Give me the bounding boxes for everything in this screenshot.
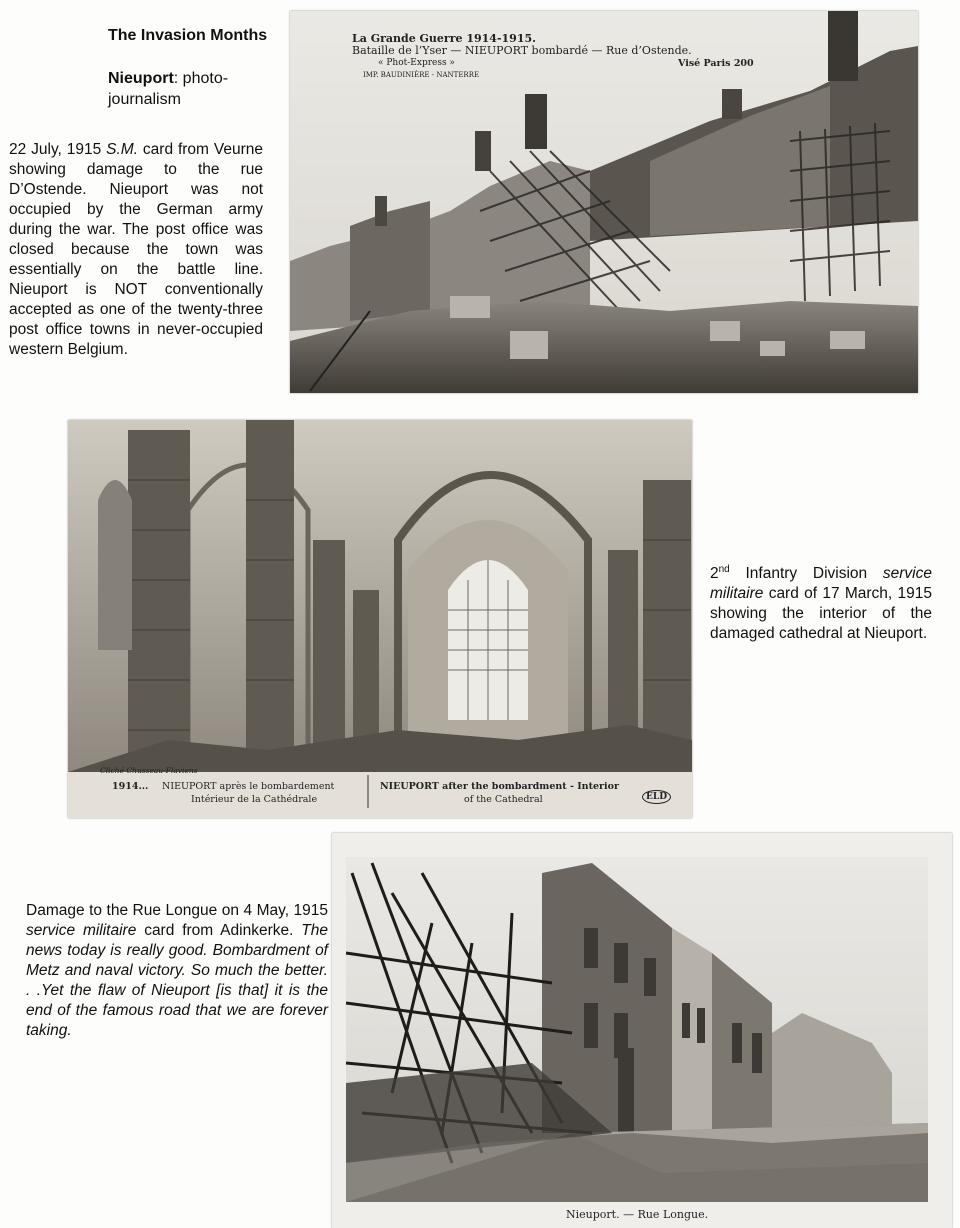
caption-italic: S.M. [106,141,139,158]
postcard-series-title: La Grande Guerre 1914-1915. [352,32,536,45]
postcard-publisher: « Phot-Express » [378,58,455,68]
caption-rue-ostende [9,140,263,360]
caption-rue-longue [26,901,328,1041]
postcard-vise: Visé Paris 200 [678,58,754,69]
postcard-number: 1914... [112,781,149,792]
caption-superscript: nd [718,564,730,575]
caption-text: card from Veurne showing damage to the rue D’Ostende. Nieuport was not occupied by the German army during the war. The post office was closed because the town was essentially on the battle line. Nieuport is NOT conventionally accepted as one of the twenty-three post office towns in never-occupied western Belgium. [9,141,263,358]
caption-cathedral [710,560,932,644]
postcard-photo-ruins [290,11,918,393]
postcard-caption: Nieuport. — Rue Longue. [566,1208,709,1221]
postcard-caption-en-1: NIEUPORT after the bombardment - Interior [380,781,619,792]
subtitle-rest: : photo-journalism [108,70,229,108]
postcard-cathedral [68,420,692,818]
postcard-photo-street [332,833,952,1228]
caption-text: card from Adinkerke. [136,922,302,939]
page-subtitle [108,68,248,110]
postcard-photo-credit: Cliché Chusseau-Flaviens [100,766,198,775]
postcard-photo-cathedral [68,420,692,818]
postcard-caption-fr-1: NIEUPORT après le bombardement [162,781,335,792]
postcard-printer: IMP. BAUDINIÈRE - NANTERRE [363,71,480,79]
page-title: The Invasion Months [108,27,268,44]
caption-italic: The news today is really good. Bombardment of Metz and naval victory. So much the better. . .Yet the flaw of Nieuport [is that] it is the end of the famous road that we are forever taking. [26,922,328,1039]
caption-italic: service militaire [710,565,932,603]
postcard-rue-ostende [290,11,918,393]
caption-italic: service militaire [26,922,137,939]
caption-text: 2 [710,565,719,583]
postcard-rue-longue [332,833,952,1228]
caption-text: card of 17 March, 1915 showing the interior of the damaged cathedral at Nieuport. [710,585,932,643]
subtitle-place: Nieuport [108,70,174,87]
caption-text: 22 July, 1915 [9,141,107,158]
postcard-description: Bataille de l’Yser — NIEUPORT bombardé — Rue d’Ostende. [352,44,692,57]
caption-text: Damage to the Rue Longue on 4 May, 1915 [26,902,328,919]
postcard-caption-en-2: of the Cathedral [464,794,543,805]
caption-text: Infantry Division [729,565,883,583]
postcard-caption-fr-2: Intérieur de la Cathédrale [191,794,318,805]
publisher-logo: ELD [642,790,671,804]
